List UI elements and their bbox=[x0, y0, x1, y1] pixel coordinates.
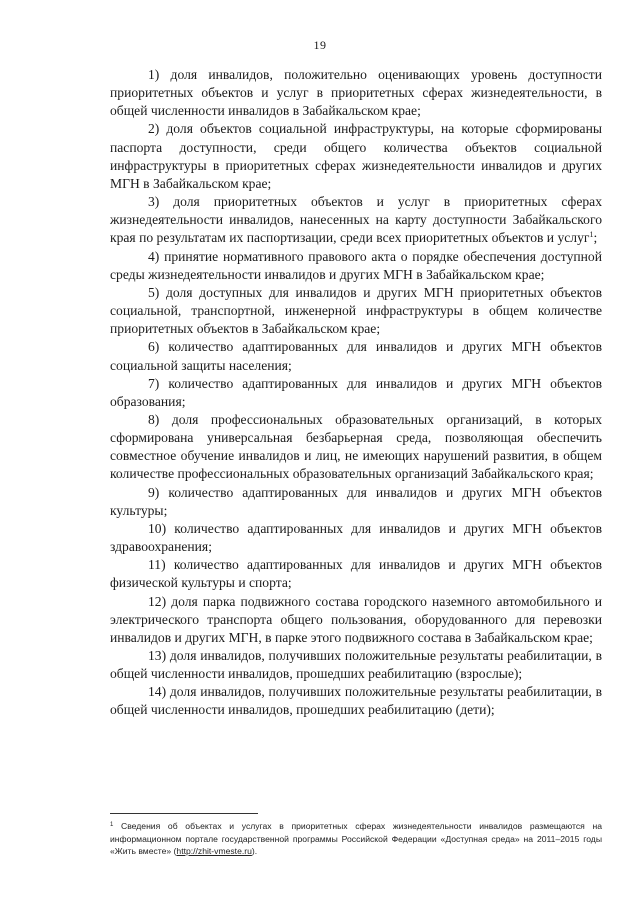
list-item: 4) принятие нормативного правового акта о порядке обеспечения доступной среды жизнедеятельности инвалидов и других МГН в Забайкальском крае; bbox=[110, 248, 602, 282]
list-item: 14) доля инвалидов, получивших положительные результаты реабилитации, в общей численности инвалидов, прошедших реабилитацию (дети); bbox=[110, 684, 602, 718]
list-item: 9) количество адаптированных для инвалидов и других МГН объектов культуры; bbox=[110, 484, 602, 518]
list-item: 12) доля парка подвижного состава городского наземного автомобильного и электрического транспорта общего пользования, оборудованного для перевозки инвалидов и других МГН, в парке этого подвижного состава в Забайкальском крае; bbox=[110, 593, 602, 645]
footnote-reference[interactable]: 1 bbox=[589, 230, 594, 240]
footnote-divider bbox=[110, 813, 258, 814]
footnote-text: Сведения об объектах и услугах в приоритетных сферах жизнедеятельности инвалидов размещаются на информационном портале государственной программы Российской Федерации «Доступная среда» на 2011–2015 годы «Жить вместе» ( bbox=[110, 821, 602, 856]
list-item: 11) количество адаптированных для инвалидов и других МГН объектов физической культуры и спорта; bbox=[110, 557, 602, 591]
list-item: 5) доля доступных для инвалидов и других МГН приоритетных объектов социальной, транспортной, инженерной инфраструктуры в общем количестве приоритетных объектов в Забайкальском крае; bbox=[110, 284, 602, 337]
page-number: 19 bbox=[313, 38, 327, 52]
list-item: 13) доля инвалидов, получивших положительные результаты реабилитации, в общей численности инвалидов, прошедших реабилитацию (взрослые); bbox=[110, 648, 602, 682]
list-item: 10) количество адаптированных для инвалидов и других МГН объектов здравоохранения; bbox=[110, 520, 602, 555]
footnote bbox=[110, 820, 602, 858]
indicator-list bbox=[110, 66, 602, 720]
footnote-marker: 1 bbox=[110, 822, 114, 828]
list-item: 8) доля профессиональных образовательных организаций, в которых сформирована универсальная безбарьерная среда, позволяющая обеспечить совместное обучение инвалидов и лиц, не имеющих нарушений развития, в общем количестве профессиональных образовательных организаций Забайкальского края; bbox=[110, 411, 602, 482]
footnote-link[interactable]: http://zhit-vmeste.ru bbox=[176, 846, 252, 856]
list-item: 1) доля инвалидов, положительно оценивающих уровень доступности приоритетных объектов и услуг в приоритетных сферах жизнедеятельности, в общей численности инвалидов в Забайкальском крае; bbox=[110, 67, 602, 119]
list-item: 6) количество адаптированных для инвалидов и других МГН объектов социальной защиты населения; bbox=[110, 339, 602, 373]
list-item: 7) количество адаптированных для инвалидов и других МГН объектов образования; bbox=[110, 375, 602, 409]
list-item: 3) доля приоритетных объектов и услуг в приоритетных сферах жизнедеятельности инвалидов, нанесенных на карту доступности Забайкальского края по результатам их паспортизации, среди всех приоритетных объектов и услуг$^1$; bbox=[110, 194, 602, 246]
list-item: 2) доля объектов социальной инфраструктуры, на которые сформированы паспорта доступности, среди общего количества объектов социальной инфраструктуры в приоритетных сферах жизнедеятельности инвалидов и других МГН в Забайкальском крае; bbox=[110, 121, 602, 191]
footnote-tail: ). bbox=[251, 846, 258, 856]
